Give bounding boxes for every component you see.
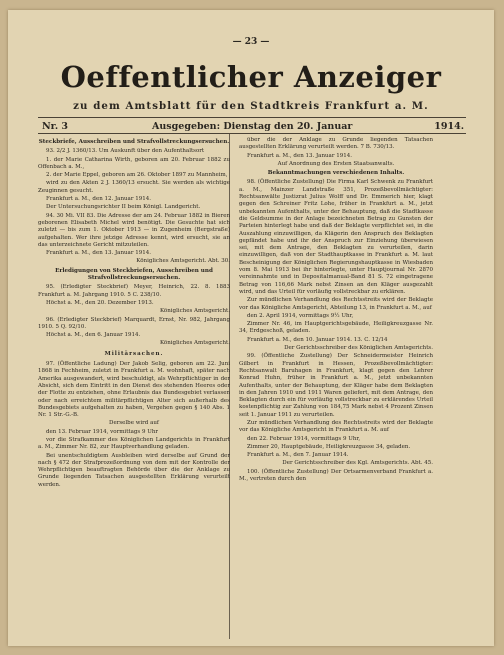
centered-line: Derselbe wird auf [109,420,159,427]
paragraph: Frankfurt a. M., den 12. Januar 1914. [46,196,151,203]
signature-line: Der Gerichtsschreiber des Königlichen Amtsgerichts. [284,345,433,352]
paragraph: Zur mündlichen Verhandlung des Rechtsstreits wird der Beklagte vor das Königliche Amtsgericht in Frankfurt a. M. auf [239,419,433,434]
signature-line: Der Gerichtsschreiber des Kgl. Amtsgerichts. Abt. 45. [282,460,433,467]
left-column [38,137,230,639]
paragraph: 2. der Marie Eppel, geboren am 26. Oktober 1897 zu Mannheim, [46,172,228,179]
paragraph: Frankfurt a. M., den 10. Januar 1914. 13. C. 12/14 [247,336,388,343]
paragraph: Zur mündlichen Verhandlung des Rechtsstreits wird der Beklagte vor das Königliche Amtsgericht, Abteilung 13, in Frankfurt a. M., auf [239,297,433,311]
paragraph: 100. (Öffentliche Zustellung) Der Ortsarmenverband Frankfurt a. M., vertreten durch den [239,468,433,483]
paragraph: 96. (Erledigter Steckbrief) Marquardt, Ernst, Nr. 982, Jahrgang 1910. 5 Q. 92/10. [38,316,230,330]
paragraph: 1. der Marie Catharina Wirth, geboren am 20. Februar 1882 zu Offenbach a. M., [38,156,230,170]
paragraph: vor die Strafkammer des Königlichen Landgerichts in Frankfurt a. M., Zimmer Nr. 82, zur Hauptverhandlung geladen. [38,436,230,451]
issue-year: 1914. [434,121,464,132]
paragraph: Frankfurt a. M., den 7. Januar 1914. [247,452,349,459]
header-rule-bottom [38,133,466,134]
paragraph: Frankfurt a. M., den 13. Januar 1914. [247,152,352,159]
paragraph: 98. (Öffentliche Zustellung) Die Firma Karl Schwenk zu Frankfurt a. M., Mainzer Landstraße 351, Prozeßbevollmächtigter: Rechtsanwälte Justizrat Julius Wolff und Dr. Emmerich hier, klagt gegen den Schreiner Fritz Lohe, früher in Frankfurt a. M., jetzt unbekannten Aufenthalts, unter der Behauptung, daß die Stadtkasse die Geldsumme in der Anlage bezeichneten Betrag zu Gunsten der Parteien hinterlegt habe und daß der Beklagte verpflichtet sei, in die Auszahlung einzuwilligen, da Klägerin den Anspruch des Beklagten gepfändet habe und ihr der Anspruch zur Einziehung überwiesen sei, mit dem Antrage, den Beklagten zu verurteilen, darin einzuwilligen, daß von der Stadthauptkasse in Frankfurt a. M. laut Bescheinigung der Königlichen Regierungshauptkasse in Wiesbaden vom 8. Mai 1913 bei ihr hinterlegte, unter Hauptjournal Nr. 2870 vereinnahmte und in Depositalmanual-Band 81 S. 72 eingetragene Betrag von 116,66 Mark nebst Zinsen an den Kläger ausgezahlt wird, und das Urteil für vorläufig vollstreckbar zu erklären. [239,179,433,295]
newspaper-page [8,10,494,646]
paragraph: Frankfurt a. M., den 13. Januar 1914. [46,250,151,257]
paragraph: den 2. April 1914, vormittags 9½ Uhr, [247,312,354,319]
paragraph: den 22. Februar 1914, vormittags 9 Uhr, [247,435,361,442]
right-column [239,137,433,639]
masthead-title: Oeffentlicher Anzeiger [60,60,442,94]
paragraph: Zimmer 20, Hauptgebäude, Heiligkreuzgasse 34, geladen. [247,443,411,450]
section-heading: Erledigungen von Steckbriefen, Ausschreiben und Strafvollstreckungsersuchen. [55,267,213,282]
paragraph: 94. 30 Mi. VII 83. Die Adresse der am 24. Februar 1882 in Bieren geborenen Elisabeth Michel wird benötigt. Die Gesuchte hat sich zuletzt — bis zum 1. Oktober 1913 — in Zugenheim (Bergstraße) aufgehalten. Wer ihre jetzige Adresse kennt, wird ersucht, sie an das unterzeichnete Gericht mitzuteilen. [38,212,230,248]
signature-line: Königliches Amtsgericht. [159,308,230,315]
signature-line: Königliches Amtsgericht. Abt. 30. [136,258,230,265]
paragraph: 97. (Öffentliche Ladung) Der Jakob Selig, geboren am 22. Juni 1868 in Fechheim, zuletzt in Frankfurt a. M. wohnhaft, später nach Amerika ausgewandert, wird beschuldigt, als Wehrpflichtiger in der Absicht, sich dem Eintritt in den Dienst des stehenden Heeres oder der Flotte zu entziehen, ohne Erlaubnis das Bundesgebiet verlassen oder nach erreichtem militärpflichtigen Alter sich außerhalb des Bundesgebiets aufgehalten zu haben, Vergehen gegen § 140 Abs. 1 Nr. 1 Str.-G.-B. [38,361,230,419]
issue-number: Nr. 3 [42,121,69,132]
paragraph: Höchst a. M., den 6. Januar 1914. [46,332,141,339]
section-heading: Steckbriefe, Ausschreiben und Strafvollstreckungsersuchen. [38,139,230,145]
page-number: — 23 — [232,37,270,47]
paragraph: 99. (Öffentliche Zustellung) Der Schneidermeister Heinrich Gilbert in Frankfurt in Hessen, Prozeßbevollmächtigter: Rechtsanwalt Baruhagen in Frankfurt, klagt gegen den Lehrer Konrad Huhn, früher in Frankfurt a. M., jetzt unbekannten Aufenthalts, unter der Behauptung, der Kläger habe dem Beklagten in den Jahren 1910 und 1911 Waren geliefert, mit dem Antrage, den Beklagten durch ein für vorläufig vollstreckbar zu erklärendes Urteil kostenpflichtig zur Zahlung von 184,75 Mark nebst 4 Prozent Zinsen seit 1. Januar 1911 zu verurteilen. [239,353,433,418]
section-heading: Militärsachen. [104,350,164,357]
paragraph: 95. (Erledigter Steckbrief) Meyer, Heinrich, 22. 8. 1883 Frankfurt a. M. Jahrgang 1910. 5 C. 238/10. [38,284,230,298]
issue-date: Ausgegeben: Dienstag den 20. Januar [152,121,353,132]
paragraph: den 13. Februar 1914, vormittags 9 Uhr [46,428,159,435]
paragraph: wird zu den Akten 2 J. 1360/13 ersucht. Sie werden als wichtige Zeuginnen gesucht. [38,180,230,194]
centered-line: Auf Anordnung des Ersten Staatsanwalts. [277,160,395,167]
signature-line: Königliches Amtsgericht. [159,340,230,347]
paragraph: Höchst a. M., den 20. Dezember 1913. [46,299,154,306]
paragraph: Zimmer Nr. 46, im Hauptgerichtsgebäude, Heiligkreuzgasse Nr. 34, Erdgeschoß, geladen. [239,321,433,335]
paragraph: 93. 2/2 J. 1360/13. Um Auskunft über den Aufenthaltsort [46,148,205,155]
paragraph: Bei unentschuldigtem Ausbleiben wird derselbe auf Grund der nach § 472 der Strafprozeßordnung von dem mit der Kontrolle der Wehrpflichtigen beauftragten Behörde über die der Anklage zu Grunde liegenden Tatsachen ausgestellten Erklärung verurteilt werden. [38,452,230,488]
header-rule-top [38,117,466,118]
masthead-subtitle: zu dem Amtsblatt für den Stadtkreis Frankfurt a. M. [73,100,429,112]
paragraph: über die der Anklage zu Grunde liegenden Tatsachen ausgestellten Erklärung verurteilt werden. 7 B. 730/13. [239,137,433,151]
paragraph: Der Untersuchungsrichter II beim Königl. Landgericht. [46,204,201,211]
section-heading: Bekanntmachungen verschiedenen Inhalts. [267,170,405,177]
